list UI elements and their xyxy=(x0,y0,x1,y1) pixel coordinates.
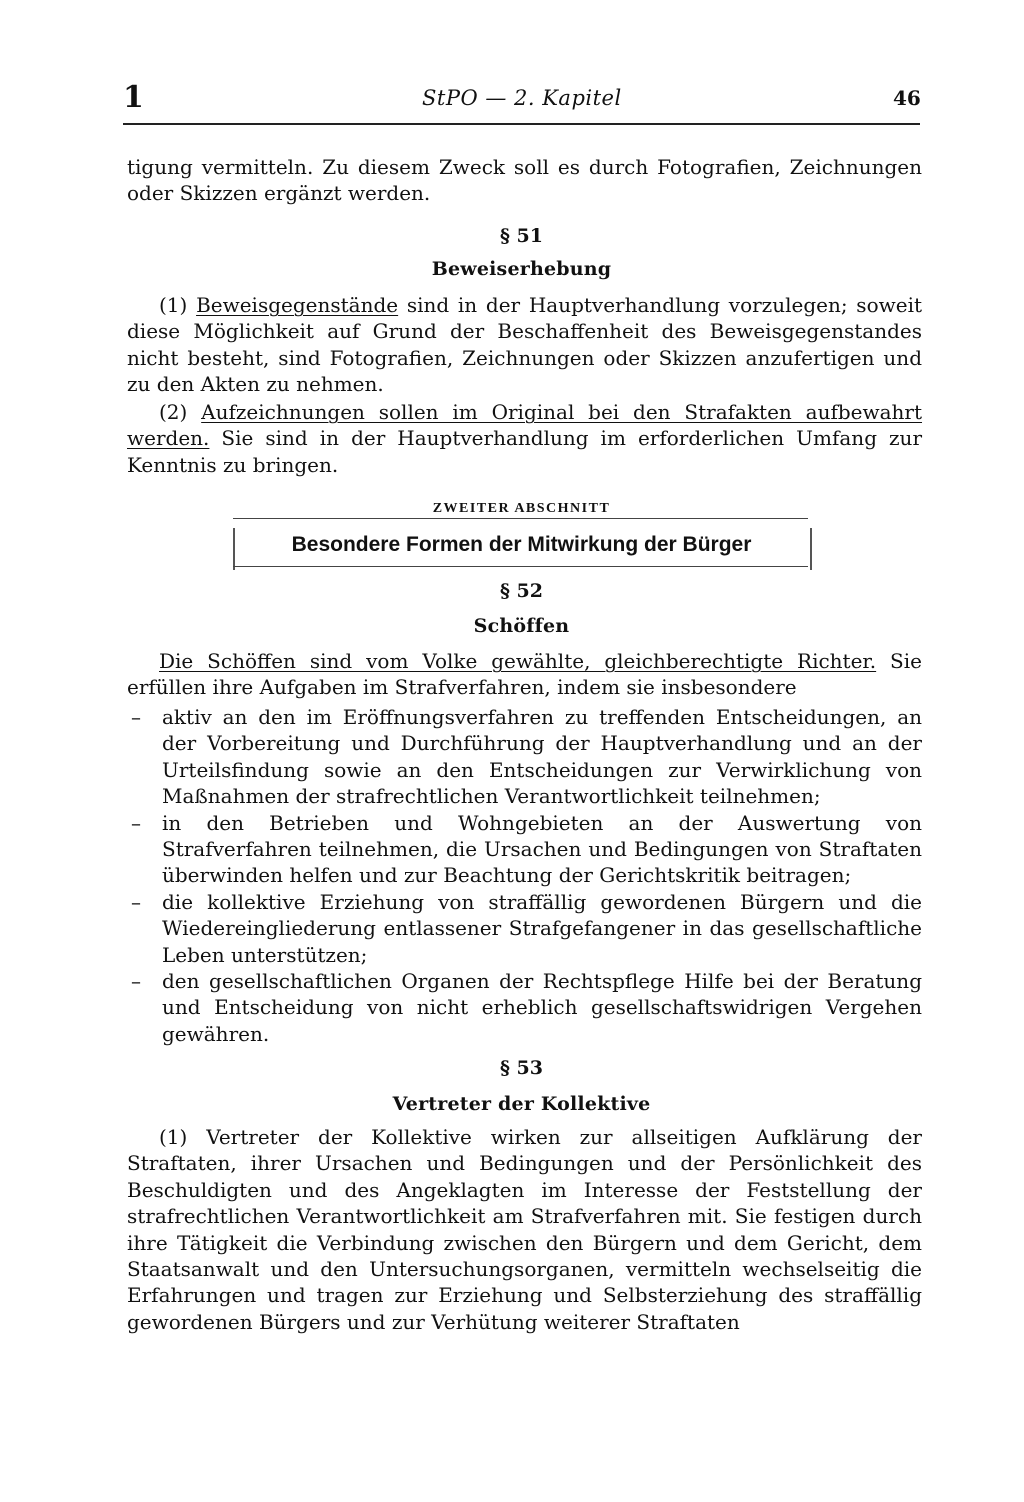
chapter-number: 1 xyxy=(123,80,144,115)
list-item xyxy=(127,810,922,889)
dash-marker: – xyxy=(131,969,141,994)
dash-marker: – xyxy=(131,810,141,835)
s51-title: Beweiserhebung xyxy=(431,258,612,280)
s51-p2-rest: Sie sind in der Hauptverhandlung im erforderlichen Umfang zur Kenntnis zu bringen. xyxy=(127,426,922,477)
s52-intro-underlined: Die Schöffen sind vom Volke gewählte, gleichberechtigte Richter. xyxy=(159,649,877,673)
s52-number: § 52 xyxy=(500,580,543,602)
list-item xyxy=(127,889,922,968)
list-item-text: die kollektive Erziehung von straffällig gewordenen Bürgern und die Wiedereingliederung entlassener Strafgefangener in das gesellschaftliche Leben unterstützen; xyxy=(162,889,922,967)
dash-marker: – xyxy=(131,889,141,914)
s52-duties-list xyxy=(127,704,922,1047)
list-item-text: den gesellschaftlichen Organen der Rechtspflege Hilfe bei der Beratung und Entscheidung von nicht erheblich gesellschaftswidrigen Vergehen gewähren. xyxy=(162,969,922,1046)
section-rule-bottom xyxy=(233,566,808,567)
s51-p1-rest: sind in der Hauptverhandlung vorzulegen; soweit diese Möglichkeit auf Grund der Beschaffenheit des Beweisgegenstandes nicht besteht, sind Fotografien, Zeichnungen oder Skizzen anzufertigen und zu den Akten zu nehmen. xyxy=(127,293,923,397)
header-rule xyxy=(123,123,920,125)
s52-title: Schöffen xyxy=(473,615,570,637)
page-number: 46 xyxy=(893,86,921,110)
intro-paragraph: tigung vermitteln. Zu diesem Zweck soll es durch Fotografien, Zeichnungen oder Skizzen ergänzt werden. xyxy=(127,155,922,206)
list-item xyxy=(127,968,922,1047)
running-title: StPO — 2. Kapitel xyxy=(422,86,622,110)
s51-p2-prefix: (2) xyxy=(159,400,202,424)
s51-p2-underlined: Aufzeichnungen sollen im Original bei den Strafakten aufbewahrt werden. xyxy=(127,400,923,451)
list-item-text: in den Betrieben und Wohngebieten an der Auswertung von Strafverfahren teilnehmen, die Ursachen und Bedingungen von Straftaten überwinden helfen und zur Beachtung der Gerichtskritik beitragen; xyxy=(162,810,922,888)
section-label: ZWEITER ABSCHNITT xyxy=(432,501,611,516)
s52-intro xyxy=(127,648,922,701)
list-item-text: aktiv an den im Eröffnungsverfahren zu treffenden Entscheidungen, an der Vorbereitung und Durchführung der Hauptverhandlung und an der Urteilsfindung sowie an den Entscheidungen zur Verwirklichung von Maßnahmen der strafrechtlichen Verantwortlichkeit teilnehmen; xyxy=(162,705,922,809)
s51-paragraph-1 xyxy=(127,292,922,398)
section-title: Besondere Formen der Mitwirkung der Bürger xyxy=(291,533,752,556)
s53-number: § 53 xyxy=(500,1057,543,1079)
s52-intro-rest: Sie erfüllen ihre Aufgaben im Strafverfahren, indem sie insbesondere xyxy=(127,649,922,700)
list-item xyxy=(127,704,922,810)
dash-marker: – xyxy=(131,705,141,729)
s51-paragraph-2 xyxy=(127,399,922,478)
s53-paragraph-1: (1) Vertreter der Kollektive wirken zur allseitigen Aufklärung der Straftaten, ihrer Ursachen und Bedingungen und der Persönlichkeit des Beschuldigten und des Angeklagten im Interesse der Feststellung der strafrechtlichen Verantwortlichkeit am Strafverfahren mit. Sie festigen durch ihre Tätigkeit die Verbindung zwischen den Bürgern und dem Gericht, dem Staatsanwalt und den Untersuchungsorganen, vermitteln wechselseitig die Erfahrungen und tragen zur Erziehung und Selbsterziehung des straffällig gewordenen Bürgers und zur Verhütung weiterer Straftaten xyxy=(127,1125,922,1334)
s51-p1-underlined: Beweisgegenstände xyxy=(196,293,399,317)
s51-p1-prefix: (1) xyxy=(159,293,197,317)
section-bar-right xyxy=(810,528,812,570)
s53-title: Vertreter der Kollektive xyxy=(392,1093,651,1115)
s51-number: § 51 xyxy=(500,225,543,247)
section-rule-top xyxy=(233,518,808,519)
